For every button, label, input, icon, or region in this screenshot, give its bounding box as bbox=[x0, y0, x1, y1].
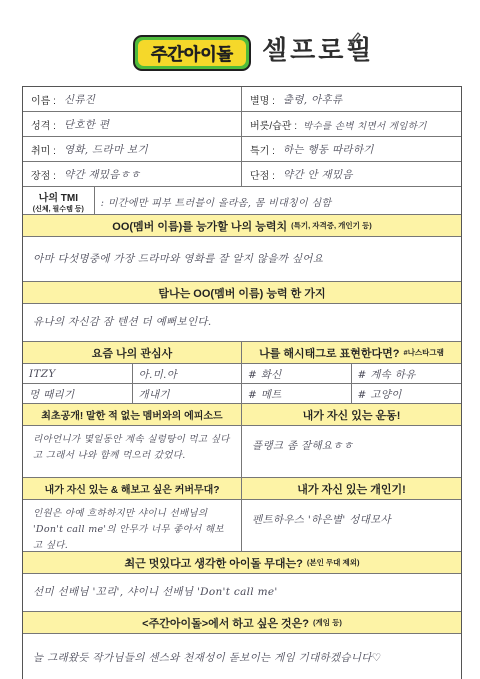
interest-item: 개내기 bbox=[133, 384, 243, 404]
ability-answer-row bbox=[23, 237, 461, 282]
cover-answer: 인원은 아예 흐하하지만 샤이니 선배님의 'Don't call me'의 안무가 너무 좋아서 해보고 싶다. bbox=[23, 500, 242, 551]
weakness-value: 약간 안 재밌음 bbox=[282, 169, 353, 181]
sport-answer: 플랭크 좀 잘해요ㅎㅎ bbox=[252, 440, 354, 452]
page-header bbox=[0, 0, 480, 78]
name-label: 이름 : bbox=[31, 96, 56, 107]
hashtag-item: # 계속 하유 bbox=[357, 368, 416, 381]
cover-answer-row bbox=[23, 500, 461, 552]
tmi-value: : 미간에만 피부 트러블이 올라옴, 몸 비대칭이 심함 bbox=[100, 197, 332, 209]
interest-title: 요즘 나의 관심사 bbox=[23, 342, 242, 363]
name-value: 신류진 bbox=[63, 94, 96, 106]
habit-value: 박수를 손벽 치면서 게임하기 bbox=[302, 120, 427, 132]
cover-title: 내가 자신 있는 & 해보고 싶은 커버무대? bbox=[23, 478, 242, 499]
talent-label: 특기 : bbox=[250, 146, 275, 157]
covet-title: 탐나는 OO(멤버 이름) 능력 한 가지 bbox=[23, 282, 461, 303]
strength-value: 약간 재밌음ㅎㅎ bbox=[63, 169, 141, 181]
interest-item: ITZY bbox=[23, 364, 133, 384]
covet-header-row bbox=[23, 282, 461, 304]
page-title: 셀프로필 bbox=[262, 36, 375, 66]
interest-header-row bbox=[23, 342, 461, 364]
hobby-value: 영화, 드라마 보기 bbox=[63, 144, 148, 156]
sport-title: 내가 자신 있는 운동! bbox=[242, 404, 461, 425]
want-title: <주간아이돌>에서 하고 싶은 것은? bbox=[142, 617, 310, 630]
row-personality bbox=[23, 112, 461, 137]
hashtag-item: # 메트 bbox=[242, 384, 352, 404]
ability-answer: 아마 다섯명중에 가장 드라마와 영화를 잘 알지 않을까 싶어요 bbox=[33, 252, 324, 265]
stage-answer-row bbox=[23, 574, 461, 612]
personality-value: 단호한 편 bbox=[63, 119, 110, 131]
profile-sheet bbox=[22, 86, 462, 679]
nickname-label: 별명 : bbox=[250, 96, 275, 107]
covet-answer-row bbox=[23, 304, 461, 342]
interest-item: 멍 때리기 bbox=[23, 384, 133, 404]
talent-value: 하는 행동 따라하기 bbox=[282, 144, 374, 156]
hashtag-item: # 고양이 bbox=[357, 388, 402, 401]
row-name bbox=[23, 87, 461, 112]
personal-talent-answer: 펜트하우스 '하은별' 성대모사 bbox=[252, 514, 391, 526]
covet-answer: 유나의 자신감 잠 텐션 더 예뻐보인다. bbox=[33, 316, 212, 328]
want-answer: 늘 그래왔듯 작가님들의 센스와 천재성이 돋보이는 게임 기대하겠습니다♡ bbox=[33, 651, 382, 664]
ability-title: OO(멤버 이름)를 능가할 나의 능력치 bbox=[112, 220, 288, 233]
episode-answer: 리아언니가 몇일동안 계속 실렁탕이 먹고 싶다고 그래서 나와 함께 먹으러 갔었다. bbox=[23, 426, 242, 477]
stage-note: (본인 무대 제외) bbox=[306, 558, 360, 567]
hashtag-note: #나스타그램 bbox=[403, 348, 444, 357]
interest-row-2 bbox=[23, 384, 461, 404]
cover-header-row bbox=[23, 478, 461, 500]
want-answer-row bbox=[23, 634, 461, 679]
stage-header-row bbox=[23, 552, 461, 574]
nickname-value: 출령, 아후류 bbox=[282, 94, 343, 106]
personality-label: 성격 : bbox=[31, 121, 56, 132]
weakness-label: 단점 : bbox=[250, 171, 275, 182]
episode-header-row bbox=[23, 404, 461, 426]
hashtag-item: # 화신 bbox=[242, 364, 352, 384]
tmi-sublabel: (신체, 필수템 등) bbox=[32, 205, 84, 213]
habit-label: 버릇/습관 : bbox=[250, 121, 297, 132]
want-header-row bbox=[23, 612, 461, 634]
row-hobby bbox=[23, 137, 461, 162]
want-note: (게임 등) bbox=[313, 618, 342, 627]
show-logo bbox=[132, 30, 252, 74]
logo-text: 주간아이돌 bbox=[150, 45, 234, 65]
episode-answer-row bbox=[23, 426, 461, 478]
stage-title: 최근 멋있다고 생각한 아이돌 무대는? bbox=[124, 557, 303, 570]
hobby-label: 취미 : bbox=[31, 146, 56, 157]
stage-answer: 선미 선배님 '꼬리', 샤이니 선배님 'Don't call me' bbox=[33, 586, 278, 598]
hashtag-title: 나를 해시태그로 표현한다면? bbox=[259, 347, 400, 360]
tmi-label: 나의 TMI bbox=[38, 192, 78, 204]
interest-item: 아.미.아 bbox=[133, 364, 243, 384]
ability-note: (특기, 자격증, 개인기 등) bbox=[291, 221, 372, 230]
row-tmi bbox=[23, 187, 461, 215]
interest-row-1 bbox=[23, 364, 461, 384]
pencil-icon bbox=[347, 30, 361, 46]
strength-label: 장점 : bbox=[31, 171, 56, 182]
row-strength bbox=[23, 162, 461, 187]
personal-talent-title: 내가 자신 있는 개인기! bbox=[242, 478, 461, 499]
ability-header-row bbox=[23, 215, 461, 237]
episode-title: 최초공개! 말한 적 없는 멤버와의 에피소드 bbox=[23, 404, 242, 425]
